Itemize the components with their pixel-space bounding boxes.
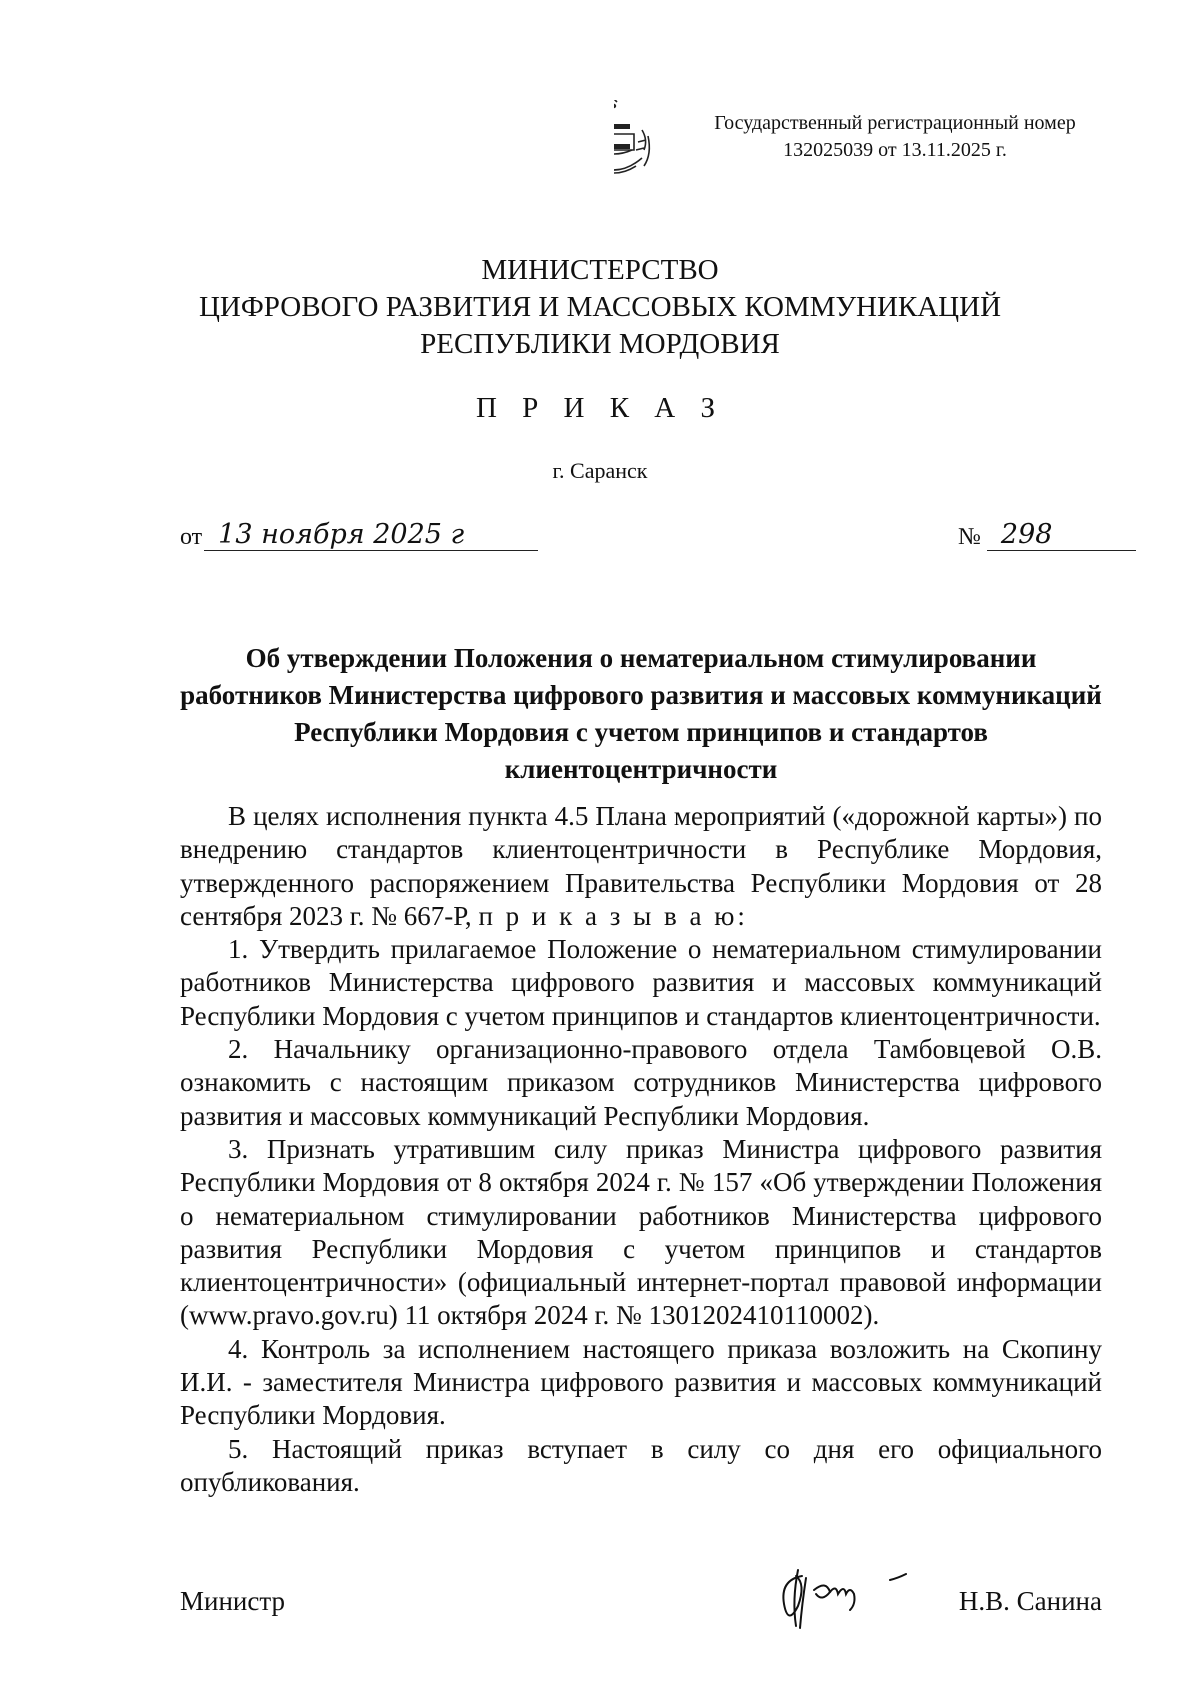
city: г. Саранск [552, 458, 648, 483]
number-handwritten: 298 [987, 520, 1136, 551]
registration-number-label: Государственный регистрационный номер [714, 112, 1076, 134]
ministry-name [0, 252, 1200, 363]
body-item-1: 1. Утвердить прилагаемое Положение о нематериальном стимулировании работников Министерства цифрового развития и массовых коммуникаций Республики Мордовия с учетом принципов и стандартов клиентоцентричности. [180, 934, 1102, 1031]
body-intro-order: п р и к а з ы в а ю: [478, 900, 748, 931]
registration-number-value: 132025039 от 13.11.2025 г. [783, 139, 1007, 161]
body-intro-text: В целях исполнения пункта 4.5 Плана мероприятий («дорожной карты») по внедрению стандартов клиентоцентричности в Республике Мордовия, утвержденного распоряжением Правительства Республики Мордовия от 28 сентября 2023 г. № 667-Р, [180, 801, 1102, 931]
document-title: Об утверждении Положения о нематериальном стимулировании работников Министерства цифрового развития и массовых коммуникаций Республики Мордовия с учетом принципов и стандартов клиентоцентричности [180, 643, 1102, 784]
body-item-3: 3. Признать утратившим силу приказ Министра цифрового развития Республики Мордовия от 8 октября 2024 г. № 157 «Об утверждении Положения о нематериальном стимулировании работников Министерства цифрового развития Республики Мордовия с учетом принципов и стандартов клиентоцентричности» (официальный интернет-портал правовой информации (www.pravo.gov.ru) 11 октября 2024 г. № 1301202410110002). [180, 1133, 1102, 1331]
ministry-line-3: РЕСПУБЛИКИ МОРДОВИЯ [420, 328, 780, 360]
handwritten-signature-icon [772, 1564, 922, 1634]
number-prefix: № [958, 524, 981, 550]
body-item-5: 5. Настоящий приказ вступает в силу со дня его официального опубликования. [180, 1433, 1102, 1497]
body-item-2: 2. Начальнику организационно-правового отдела Тамбовцевой О.В. ознакомить с настоящим приказом сотрудников Министерства цифрового развития и массовых коммуникаций Республики Мордовия. [180, 1034, 1102, 1131]
body-item-4: 4. Контроль за исполнением настоящего приказа возложить на Скопину И.И. - заместителя Министра цифрового развития и массовых коммуникаций Республики Мордовия. [180, 1333, 1102, 1431]
signatory-name: Н.В. Санина [958, 1586, 1102, 1616]
date-prefix: от [180, 524, 203, 550]
registration-number [700, 110, 1090, 164]
document-type: П Р И К А З [475, 392, 725, 424]
document-body [180, 800, 1102, 1499]
order-date [180, 520, 538, 551]
ministry-line-1: МИНИСТЕРСТВО [481, 254, 719, 286]
date-handwritten: 13 ноября 2025 г [204, 520, 538, 551]
order-number [958, 520, 1136, 551]
ministry-line-2: ЦИФРОВОГО РАЗВИТИЯ И МАССОВЫХ КОММУНИКАЦИЙ [198, 291, 1002, 323]
signature-block [180, 1574, 1102, 1634]
signatory-position: Министр [180, 1586, 285, 1616]
body-intro [180, 800, 1102, 933]
